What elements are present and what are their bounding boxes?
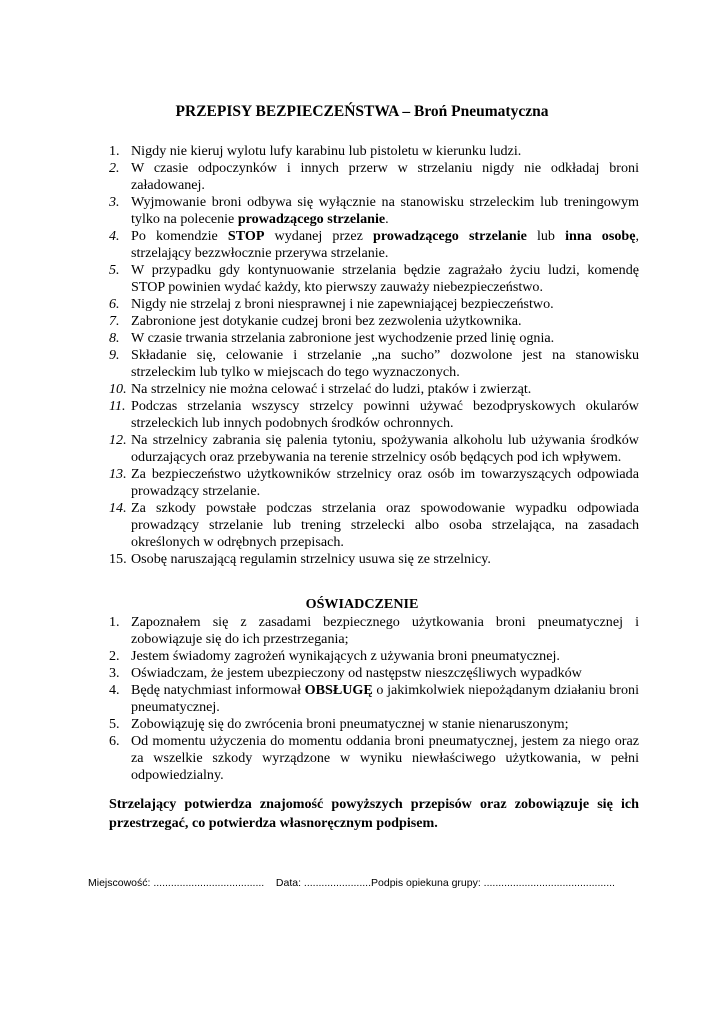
list-item: 3. Oświadczam, że jestem ubezpieczony od następstw nieszczęśliwych wypadków <box>109 665 582 681</box>
list-item: 4. Będę natychmiast informował OBSŁUGĘ o jakimkolwiek niepożądanym działaniu broni pneumatycznej. <box>109 682 639 715</box>
list-item: 5. Zobowiązuję się do zwrócenia broni pneumatycznej w stanie nienaruszonym; <box>109 716 569 732</box>
list-item: 10. Na strzelnicy nie można celować i strzelać do ludzi, ptaków i zwierząt. <box>109 381 532 397</box>
list-item: 6. Od momentu użyczenia do momentu oddania broni pneumatycznej, jestem za niego oraz za wszelkie szkody wyrządzone w wyniku niewłaściwego użytkowania, w pełni odpowiedzialny. <box>109 733 639 783</box>
signature-footer <box>88 877 688 889</box>
declaration-list <box>109 614 639 784</box>
list-item: 1. Zapoznałem się z zasadami bezpiecznego użytkowania broni pneumatycznej i zobowiązuje się do ich przestrzegania; <box>109 614 639 647</box>
signature-field: Podpis opiekuna grupy: ............................................. <box>371 877 615 889</box>
list-item: 1. Nigdy nie kieruj wylotu lufy karabinu lub pistoletu w kierunku ludzi. <box>109 143 522 159</box>
list-item: 4. Po komendzie STOP wydanej przez prowadzącego strzelanie lub inna osobę, strzelający bezzwłocznie przerywa strzelanie. <box>109 228 640 261</box>
list-item: 13. Za bezpieczeństwo użytkowników strzelnicy oraz osób im towarzyszących odpowiada prowadzący strzelanie. <box>109 466 639 499</box>
document-title: PRZEPISY BEZPIECZEŃSTWA – Broń Pneumatyczna <box>175 103 549 120</box>
list-item: 6. Nigdy nie strzelaj z broni niesprawnej i nie zapewniającej bezpieczeństwo. <box>109 296 554 312</box>
list-item: 11. Podczas strzelania wszyscy strzelcy powinni używać bezodpryskowych okularów strzeleckich lub innych podobnych środków ochronnych. <box>109 398 639 431</box>
list-item: 7. Zabronione jest dotykanie cudzej broni bez zezwolenia użytkownika. <box>109 313 522 329</box>
list-item: 2. W czasie odpoczynków i innych przerw w strzelaniu nigdy nie odkładaj broni załadowanej. <box>109 160 639 193</box>
declaration-title: OŚWIADCZENIE <box>305 596 419 612</box>
list-item: 9. Składanie się, celowanie i strzelanie „na sucho” dozwolone jest na stanowisku strzeleckim lub tylko w miejscach do tego wyznaczonych. <box>109 347 639 380</box>
list-item: 5. W przypadku gdy kontynuowanie strzelania będzie zagrażało życiu ludzi, komendę STOP powinien wydać każdy, kto pierwszy zauważy niebezpieczeństwo. <box>109 262 639 295</box>
list-item: 14. Za szkody powstałe podczas strzelania oraz spowodowanie wypadku odpowiada prowadzący strzelanie lub trening strzelecki albo osoba strzelająca, na zasadach określonych w odrębnych przepisach. <box>109 500 639 550</box>
confirmation-statement: Strzelający potwierdza znajomość powyższych przepisów oraz zobowiązuje się ich przestrzegać, co potwierdza własnoręcznym podpisem. <box>109 796 639 831</box>
place-field: Miejscowość: ...................................... <box>88 877 265 889</box>
list-item: 8. W czasie trwania strzelania zabronione jest wychodzenie przed linię ognia. <box>109 330 555 346</box>
list-item: 2. Jestem świadomy zagrożeń wynikających z używania broni pneumatycznej. <box>109 648 560 664</box>
list-item: 12. Na strzelnicy zabrania się palenia tytoniu, spożywania alkoholu lub używania środków odurzających oraz przebywania na terenie strzelnicy osób będących pod ich wpływem. <box>109 432 639 465</box>
list-item: 3. Wyjmowanie broni odbywa się wyłącznie na stanowisku strzeleckim lub treningowym tylko na polecenie prowadzącego strzelanie. <box>109 194 639 227</box>
date-field: Data: ....................... <box>275 877 372 889</box>
rules-list <box>109 143 639 568</box>
list-item: 15. Osobę naruszającą regulamin strzelnicy usuwa się ze strzelnicy. <box>109 551 491 567</box>
